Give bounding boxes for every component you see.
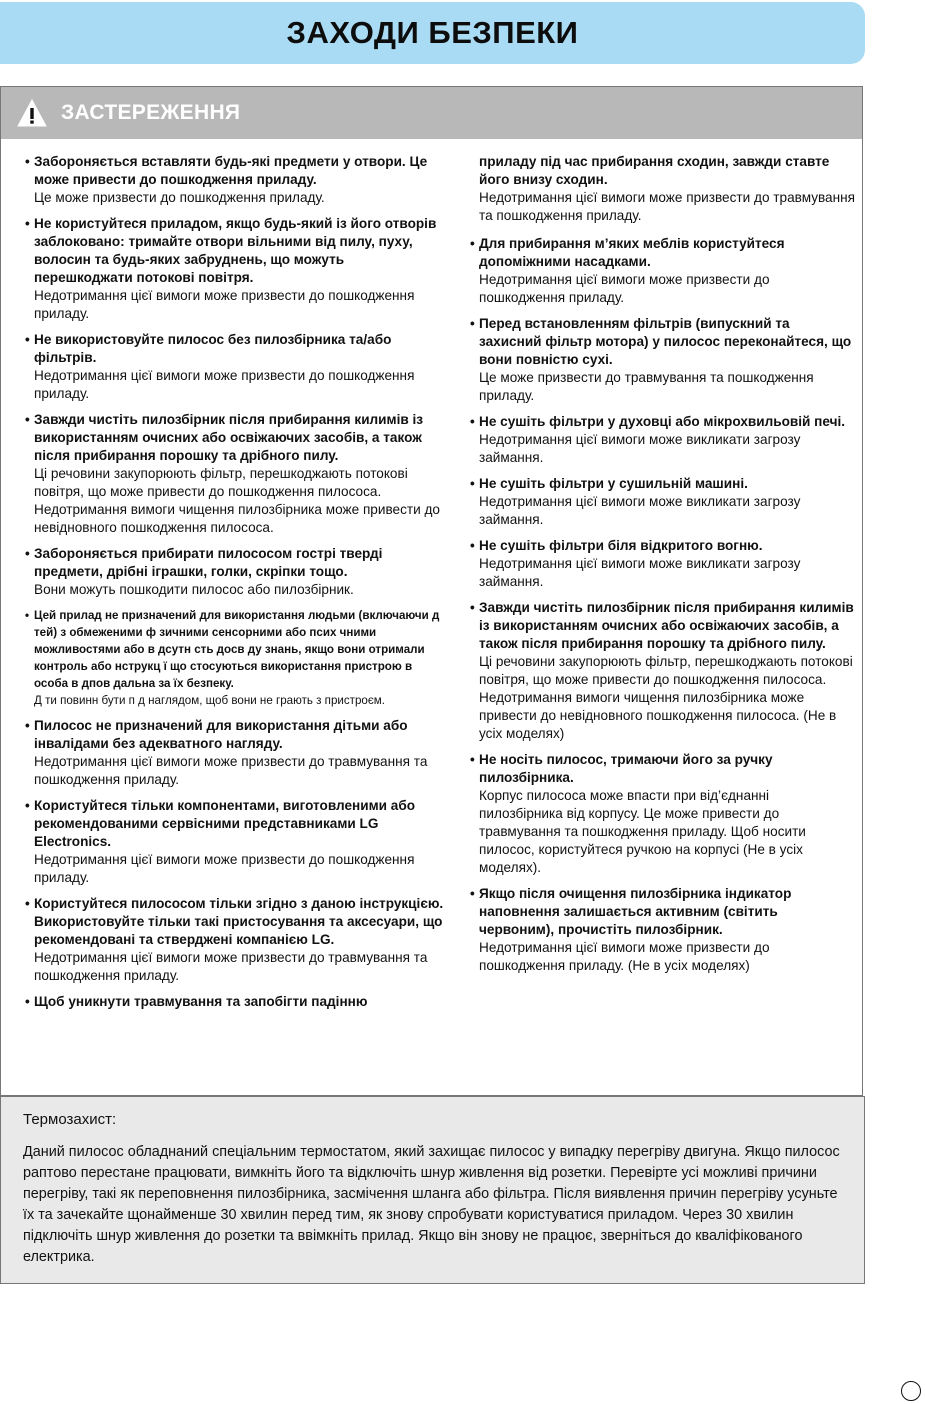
right-column [470,153,855,983]
thermal-protection-box [0,1096,865,1284]
list-item: • Цей прилад не призначений для використання людьми (включаючи д тей) з обмеженими ф зичними сенсорними або псих чними можливостями або в дсутн сть досв ду знань, якщо вони отримали контроль або нструкц ї що стосуються використання пристрою в особа в дпов дальна за їх безпеку. Д ти повинн бути п д наглядом, щоб вони не грають з пристроєм. [25,609,440,707]
list-item: • Не користуйтеся приладом, якщо будь-який із його отворів заблоковано: тримайте отвори вільними від пилу, пуху, волосин та будь-яких забруднень, що можуть перешкоджати потокові повітря. Недотримання цієї вимоги може призвести до пошкодження приладу. [25,216,437,321]
list-item: • Завжди чистіть пилозбірник після прибирання килимів із використанням очисних або освіжаючих засобів, а також після прибирання порошку та дрібного пилу. Ці речовини закупорюють фільтр, перешкоджають потокові повітря, що може привести до пошкодження пилососа. Недотримання вимоги чищення пилозбірника може привести до невідновного пошкодження пилососа. (Не в усіх моделях) [470,600,854,741]
page-title: ЗАХОДИ БЕЗПЕКИ [286,15,579,50]
list-item: • Завжди чистіть пилозбірник після прибирання килимів із використанням очисних або освіжаючих засобів, а також після прибирання порошку та дрібного пилу. Ці речовини закупорюють фільтр, перешкоджають потокові повітря, що може привести до пошкодження пилососа. Недотримання вимоги чищення пилозбірника може привести до невідновного пошкодження пилососа. [25,412,440,535]
list-item: • Користуйтеся тільки компонентами, виготовленими або рекомендованими сервісними представниками LG Electronics. Недотримання цієї вимоги може призвести до пошкодження приладу. [25,798,416,885]
list-item: • Не використовуйте пилосос без пилозбірника та/або фільтрів. Недотримання цієї вимоги може призвести до пошкодження приладу. [25,332,415,401]
list-item: • Якщо після очищення пилозбірника індикатор наповнення залишається активним (світить червоним), прочистіть пилозбірник. Недотримання цієї вимоги може призвести до пошкодження приладу. (Не в усіх моделях) [470,886,792,973]
list-item: • Забороняється прибирати пилососом гострі тверді предмети, дрібні іграшки, голки, скріпки тощо. Вони можуть пошкодити пилосос або пилозбірник. [25,546,383,597]
list-item: • Користуйтеся пилососом тільки згідно з даною інструкцією. Використовуйте тільки такі пристосування та аксесуари, що рекомендовані та стверджені компанією LG. Недотримання цієї вимоги може призвести до травмування та пошкодження приладу. [25,896,444,983]
warnings-title: ЗАСТЕРЕЖЕННЯ [61,101,241,124]
list-item: • Для прибирання м’яких меблів користуйтеся допоміжними насадками. Недотримання цієї вимоги може призвести до пошкодження приладу. [470,236,785,305]
list-item: • Перед встановленням фільтрів (випускний та захисний фільтр мотора) у пилосос переконайтеся, що вони повністю сухі. Це може призвести до травмування та пошкодження приладу. [470,316,852,403]
warnings-panel [0,86,863,1096]
left-column [25,153,445,1019]
warning-triangle-icon [17,99,47,127]
thermal-protection-title: Термозахист: [23,1111,117,1128]
list-item: • Пилосос не призначений для використання дітьми або інвалідами без адекватного нагляду. Недотримання цієї вимоги може призвести до травмування та пошкодження приладу. [25,718,428,787]
warnings-header [1,87,862,139]
list-item-continuation: приладу під час прибирання сходин, завжди ставте його внизу сходин. Недотримання цієї вимоги може призвести до травмування та пошкодження приладу. [479,154,855,223]
list-item: • Забороняється вставляти будь-які предмети у отвори. Це може привести до пошкодження приладу. Це може призвести до пошкодження приладу. [25,154,428,205]
page-number-circle [901,1381,921,1401]
header-banner [0,2,865,64]
list-item: • Не носіть пилосос, тримаючи його за ручку пилозбірника. Корпус пилососа може впасти при від’єднанні пилозбірника від корпусу. Це може привести до травмування та пошкодження приладу. Щоб носити пилосос, користуйтеся ручкою на корпусі (Не в усіх моделях). [470,752,806,875]
thermal-protection-text: Даний пилосос обладнаний спеціальним термостатом, який захищає пилосос у випадку перегріву двигуна. Якщо пилосос раптово перестане працювати, вимкніть його та відключіть шнур живлення від розетки. Перевірте усі можливі причини перегріву, такі як переповнення пилозбірника, засмічення шланга або фільтра. Після виявлення причин перегріву усуньте їх та зачекайте щонайменше 30 хвилин перед тим, як знову спробувати користуватися приладом. Через 30 хвилин підключіть шнур живлення до розетки та ввімкніть прилад. Якщо він знову не працює, зверніться до кваліфікованого електрика. [23,1144,840,1265]
list-item: • Не сушіть фільтри біля відкритого вогню. Недотримання цієї вимоги може викликати загрозу займання. [470,538,801,589]
list-item: • Не сушіть фільтри у сушильній машині. Недотримання цієї вимоги може викликати загрозу займання. [470,476,801,527]
list-item: • Щоб уникнути травмування та запобігти падінню [25,994,368,1009]
list-item: • Не сушіть фільтри у духовці або мікрохвильовій печі. Недотримання цієї вимоги може викликати загрозу займання. [470,414,846,465]
